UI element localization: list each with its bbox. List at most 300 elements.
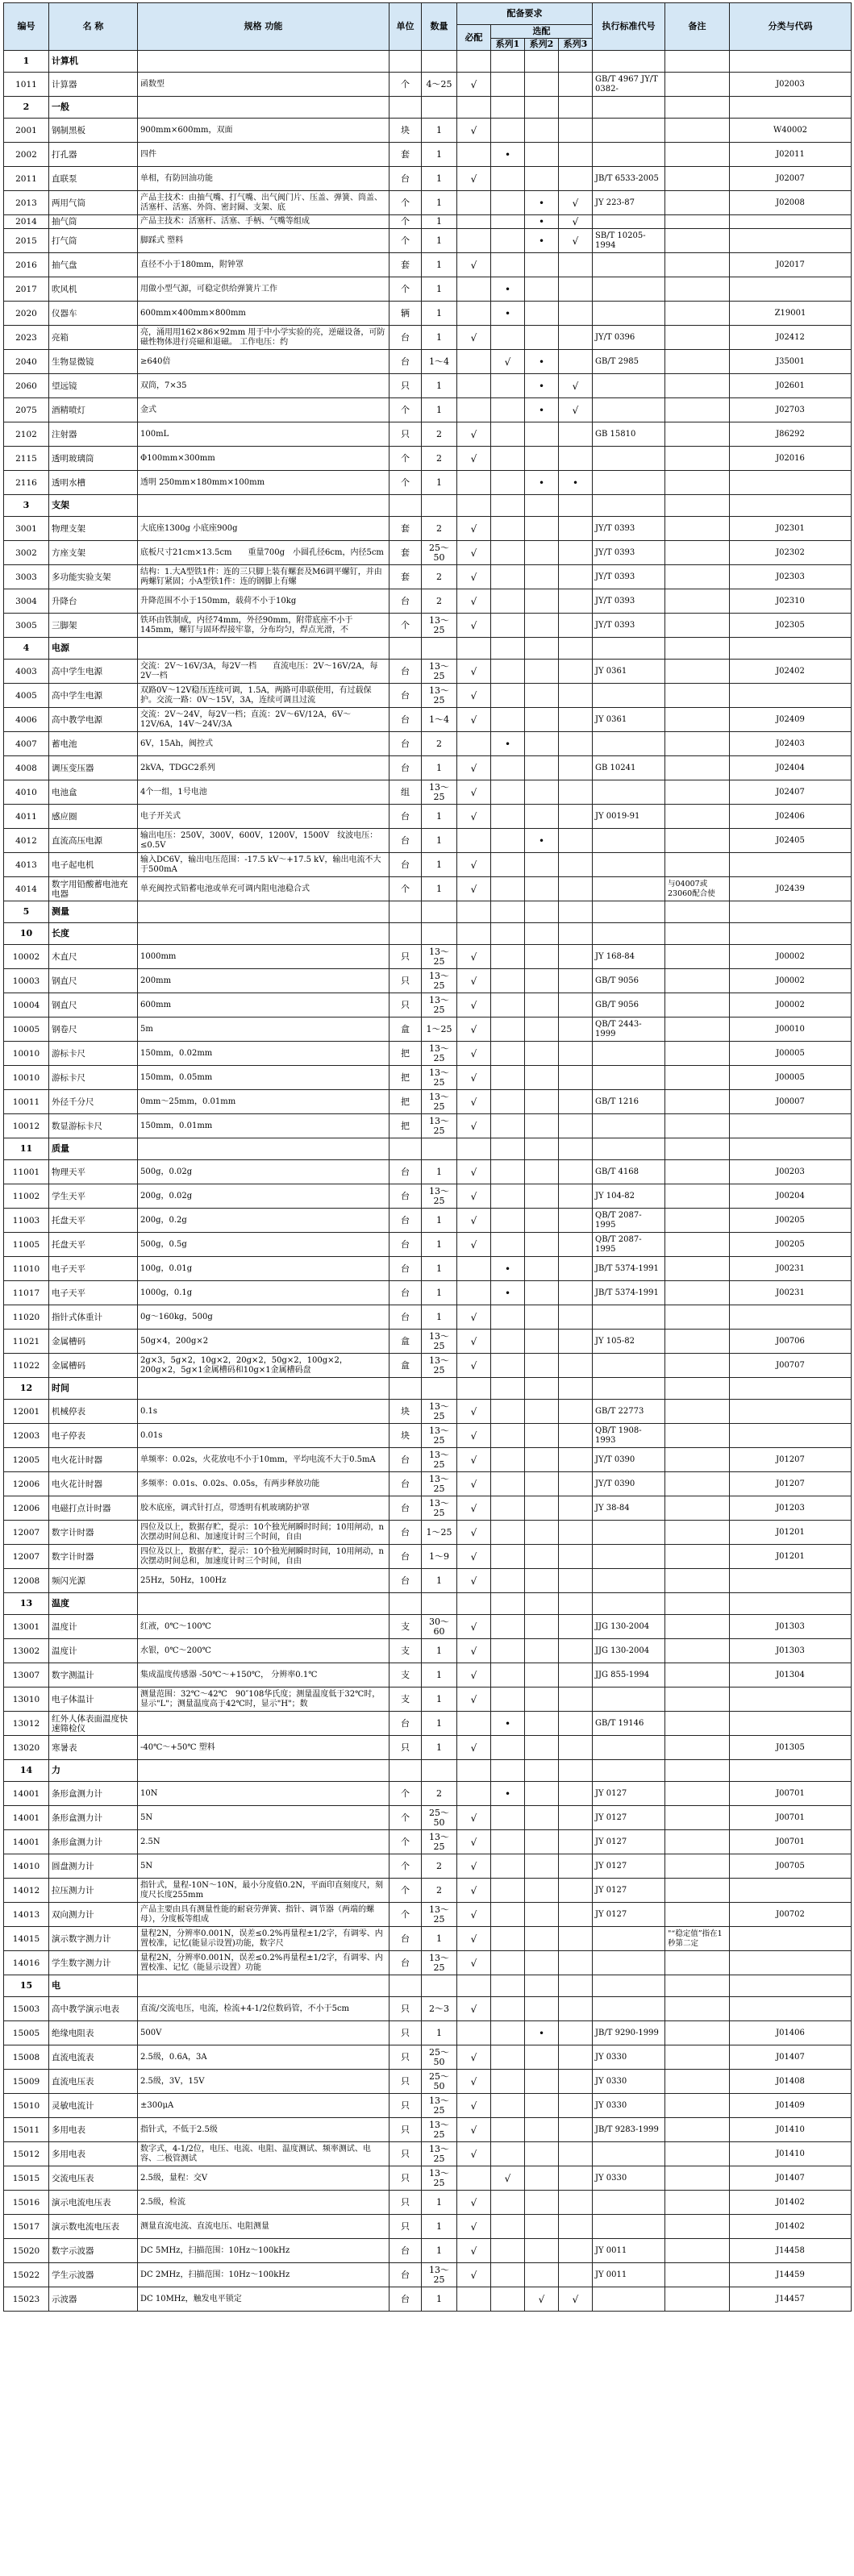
item-standard: JY 0330: [593, 2166, 665, 2191]
item-standard: GB/T 22773: [593, 1400, 665, 1424]
item-required-mark: [457, 2166, 491, 2191]
item-spec: 600mm: [138, 993, 390, 1017]
item-qty: 2: [422, 1854, 457, 1879]
item-series-2-mark: [525, 2070, 559, 2094]
section-empty-cell: [730, 51, 852, 73]
section-empty-cell: [665, 51, 730, 73]
item-series-3-mark: [559, 422, 593, 447]
item-code: 13010: [4, 1688, 49, 1712]
item-series-3-mark: [559, 447, 593, 471]
item-standard: [593, 853, 665, 877]
item-name: 圆盘测力计: [49, 1854, 138, 1879]
section-empty-cell: [665, 1760, 730, 1782]
item-standard: [593, 253, 665, 277]
item-code: 14013: [4, 1903, 49, 1927]
item-spec: 测量直流电流、直流电压、电阻测量: [138, 2215, 390, 2239]
item-standard: JJG 130-2004: [593, 1615, 665, 1639]
section-empty-cell: [559, 51, 593, 73]
item-series-3-mark: [559, 541, 593, 565]
section-empty-cell: [730, 1760, 852, 1782]
item-note: [665, 2215, 730, 2239]
section-empty-cell: [559, 495, 593, 517]
item-required-mark: [457, 277, 491, 302]
item-unit: 套: [390, 541, 422, 565]
item-spec: 直径不小于180mm，附钟罩: [138, 253, 390, 277]
section-empty-cell: [730, 923, 852, 945]
item-required-mark: [457, 1281, 491, 1305]
item-unit: 组: [390, 780, 422, 805]
item-name: 学生示波器: [49, 2263, 138, 2287]
item-note: [665, 1997, 730, 2021]
section-empty-cell: [491, 1378, 525, 1400]
section-empty-cell: [593, 638, 665, 660]
item-name: 高中学生电源: [49, 684, 138, 708]
table-row: [4, 1903, 852, 1927]
item-name: 学生数字测力计: [49, 1951, 138, 1975]
item-unit: 只: [390, 374, 422, 398]
item-series-1-mark: •: [491, 302, 525, 326]
section-row: [4, 1593, 852, 1615]
item-class-code: J01201: [730, 1521, 852, 1545]
item-series-3-mark: [559, 2215, 593, 2239]
item-standard: [593, 1521, 665, 1545]
table-row: [4, 684, 852, 708]
section-empty-cell: [491, 97, 525, 119]
item-code: 4003: [4, 660, 49, 684]
item-required-mark: √: [457, 167, 491, 191]
item-spec: 10N: [138, 1782, 390, 1806]
item-note: [665, 253, 730, 277]
item-spec: 函数型: [138, 73, 390, 97]
item-name: 外径千分尺: [49, 1090, 138, 1114]
item-class-code: J14459: [730, 2263, 852, 2287]
item-series-2-mark: [525, 993, 559, 1017]
section-empty-cell: [138, 495, 390, 517]
table-row: [4, 1160, 852, 1184]
item-unit: 支: [390, 1663, 422, 1688]
item-qty: 13～25: [422, 684, 457, 708]
item-code: 10010: [4, 1066, 49, 1090]
table-row: [4, 1281, 852, 1305]
item-series-1-mark: [491, 1066, 525, 1090]
item-standard: JY 0361: [593, 660, 665, 684]
item-series-2-mark: [525, 2166, 559, 2191]
item-unit: 套: [390, 565, 422, 589]
item-series-3-mark: [559, 1854, 593, 1879]
item-series-2-mark: [525, 1160, 559, 1184]
item-note: [665, 1854, 730, 1879]
item-standard: [593, 1569, 665, 1593]
item-note: [665, 853, 730, 877]
item-required-mark: √: [457, 780, 491, 805]
section-empty-cell: [138, 1975, 390, 1997]
item-standard: QB/T 2087-1995: [593, 1233, 665, 1257]
item-unit: 套: [390, 143, 422, 167]
item-note: [665, 541, 730, 565]
item-name: 电子起电机: [49, 853, 138, 877]
item-class-code: J14457: [730, 2287, 852, 2312]
item-series-2-mark: [525, 1545, 559, 1569]
item-series-2-mark: [525, 1354, 559, 1378]
item-spec: 测量范围：32℃～42℃ 90″108华氏度；测量温度低于32℃时，显示"L"；测量温度高于42℃时，显示"H"；数: [138, 1688, 390, 1712]
item-code: 4013: [4, 853, 49, 877]
item-note: [665, 993, 730, 1017]
table-row: [4, 2070, 852, 2094]
item-name: 电池盒: [49, 780, 138, 805]
item-series-3-mark: [559, 1639, 593, 1663]
item-spec: 25Hz，50Hz，100Hz: [138, 1569, 390, 1593]
section-number: 3: [4, 495, 49, 517]
item-code: 15008: [4, 2045, 49, 2070]
item-name: 高中教学演示电表: [49, 1997, 138, 2021]
item-qty: 1: [422, 853, 457, 877]
item-spec: ±300μA: [138, 2094, 390, 2118]
item-series-2-mark: √: [525, 2287, 559, 2312]
header-series-3: 系列3: [559, 39, 593, 51]
item-required-mark: √: [457, 1927, 491, 1951]
item-series-2-mark: [525, 326, 559, 350]
item-series-1-mark: [491, 853, 525, 877]
item-qty: 1: [422, 2239, 457, 2263]
item-qty: 13～25: [422, 1472, 457, 1496]
section-title: 支架: [49, 495, 138, 517]
item-note: [665, 1042, 730, 1066]
table-row: [4, 1257, 852, 1281]
section-empty-cell: [422, 1975, 457, 1997]
item-series-3-mark: [559, 1257, 593, 1281]
item-code: 2002: [4, 143, 49, 167]
item-spec: 产品主要由具有测量性能的耐衰劳弹簧、指针、调节器（两端的螺母），分度板等组成: [138, 1903, 390, 1927]
item-spec: 升降范围不小于150mm，载荷不小于10kg: [138, 589, 390, 614]
item-class-code: [730, 471, 852, 495]
item-standard: [593, 1354, 665, 1378]
item-qty: 1: [422, 191, 457, 215]
item-required-mark: [457, 350, 491, 374]
item-unit: 台: [390, 1233, 422, 1257]
item-spec: 100g，0.01g: [138, 1257, 390, 1281]
item-series-1-mark: [491, 1209, 525, 1233]
section-empty-cell: [559, 901, 593, 923]
item-unit: 个: [390, 447, 422, 471]
item-series-2-mark: [525, 1521, 559, 1545]
item-code: 14001: [4, 1830, 49, 1854]
item-qty: 2: [422, 1782, 457, 1806]
item-qty: 13～25: [422, 1114, 457, 1138]
item-name: 调压变压器: [49, 756, 138, 780]
item-note: [665, 1090, 730, 1114]
item-qty: 1: [422, 143, 457, 167]
item-standard: JY 0330: [593, 2094, 665, 2118]
item-class-code: [730, 1997, 852, 2021]
table-row: [4, 1639, 852, 1663]
item-name: 木直尺: [49, 945, 138, 969]
item-class-code: J02305: [730, 614, 852, 638]
item-unit: 台: [390, 1281, 422, 1305]
item-class-code: J01304: [730, 1663, 852, 1688]
item-series-3-mark: [559, 517, 593, 541]
item-series-1-mark: [491, 2021, 525, 2045]
item-note: [665, 969, 730, 993]
item-name: 钢直尺: [49, 993, 138, 1017]
item-series-3-mark: [559, 1830, 593, 1854]
item-name: 亮箱: [49, 326, 138, 350]
item-class-code: J00231: [730, 1257, 852, 1281]
item-code: 11001: [4, 1160, 49, 1184]
item-code: 14015: [4, 1927, 49, 1951]
item-note: [665, 684, 730, 708]
equipment-table: [3, 2, 852, 2312]
item-series-3-mark: [559, 2118, 593, 2142]
item-name: 物理支架: [49, 517, 138, 541]
item-spec: 0mm～25mm，0.01mm: [138, 1090, 390, 1114]
item-required-mark: [457, 1712, 491, 1736]
item-required-mark: √: [457, 1209, 491, 1233]
section-empty-cell: [390, 1760, 422, 1782]
section-empty-cell: [730, 901, 852, 923]
item-code: 12008: [4, 1569, 49, 1593]
item-series-3-mark: [559, 1688, 593, 1712]
section-row: [4, 901, 852, 923]
item-series-3-mark: [559, 1521, 593, 1545]
item-class-code: [730, 1424, 852, 1448]
section-row: [4, 923, 852, 945]
item-unit: 只: [390, 2215, 422, 2239]
item-code: 15017: [4, 2215, 49, 2239]
item-series-2-mark: [525, 1209, 559, 1233]
item-spec: ≥640倍: [138, 350, 390, 374]
item-unit: 只: [390, 945, 422, 969]
item-series-2-mark: •: [525, 350, 559, 374]
item-class-code: J00205: [730, 1209, 852, 1233]
item-note: [665, 1160, 730, 1184]
section-empty-cell: [138, 1760, 390, 1782]
table-row: [4, 1736, 852, 1760]
item-series-1-mark: [491, 1806, 525, 1830]
item-qty: 13～25: [422, 969, 457, 993]
section-empty-cell: [491, 1593, 525, 1615]
item-series-2-mark: [525, 1424, 559, 1448]
item-note: [665, 2118, 730, 2142]
item-series-3-mark: [559, 1615, 593, 1639]
table-row: [4, 2263, 852, 2287]
item-unit: 台: [390, 1472, 422, 1496]
item-series-1-mark: [491, 1042, 525, 1066]
item-required-mark: √: [457, 1184, 491, 1209]
section-empty-cell: [730, 638, 852, 660]
item-required-mark: √: [457, 447, 491, 471]
section-empty-cell: [422, 1593, 457, 1615]
item-series-1-mark: [491, 969, 525, 993]
item-name: 拉压测力计: [49, 1879, 138, 1903]
item-code: 11002: [4, 1184, 49, 1209]
item-name: 物理天平: [49, 1160, 138, 1184]
item-unit: 个: [390, 73, 422, 97]
section-empty-cell: [422, 1760, 457, 1782]
item-standard: SB/T 10205-1994: [593, 229, 665, 253]
item-series-3-mark: [559, 326, 593, 350]
item-class-code: J86292: [730, 422, 852, 447]
item-class-code: J02703: [730, 398, 852, 422]
item-required-mark: √: [457, 2142, 491, 2166]
item-spec: 200mm: [138, 969, 390, 993]
item-series-2-mark: [525, 708, 559, 732]
item-class-code: J00005: [730, 1042, 852, 1066]
item-series-1-mark: [491, 2191, 525, 2215]
item-code: 11010: [4, 1257, 49, 1281]
item-spec: 2.5级，0.6A，3A: [138, 2045, 390, 2070]
item-unit: 台: [390, 805, 422, 829]
item-code: 14010: [4, 1854, 49, 1879]
item-series-3-mark: [559, 1042, 593, 1066]
item-required-mark: [457, 1782, 491, 1806]
section-empty-cell: [525, 1138, 559, 1160]
item-spec: 直流/交流电压，电流，检流+4-1/2位数码管，不小于5cm: [138, 1997, 390, 2021]
table-body: [4, 51, 852, 2312]
item-qty: 2: [422, 589, 457, 614]
item-series-1-mark: [491, 1160, 525, 1184]
item-standard: [593, 732, 665, 756]
item-code: 2011: [4, 167, 49, 191]
section-empty-cell: [457, 1760, 491, 1782]
item-series-2-mark: [525, 541, 559, 565]
table-row: [4, 1521, 852, 1545]
item-qty: 13～25: [422, 1448, 457, 1472]
item-code: 2116: [4, 471, 49, 495]
item-spec: 200g，0.02g: [138, 1184, 390, 1209]
item-code: 12006: [4, 1496, 49, 1521]
section-title: 力: [49, 1760, 138, 1782]
item-series-1-mark: [491, 119, 525, 143]
item-standard: [593, 780, 665, 805]
item-required-mark: √: [457, 2070, 491, 2094]
table-row: [4, 1354, 852, 1378]
item-unit: 块: [390, 1424, 422, 1448]
item-standard: [593, 374, 665, 398]
item-qty: 13～25: [422, 1184, 457, 1209]
item-series-2-mark: [525, 1830, 559, 1854]
table-header: [4, 3, 852, 51]
section-number: 2: [4, 97, 49, 119]
item-class-code: J14458: [730, 2239, 852, 2263]
item-qty: 25～50: [422, 2045, 457, 2070]
item-unit: 个: [390, 877, 422, 901]
item-series-1-mark: [491, 1472, 525, 1496]
item-spec: 单充阀控式铅蓄电池或单充可调内阻电池稳合式: [138, 877, 390, 901]
item-class-code: [730, 277, 852, 302]
item-standard: JY 0127: [593, 1903, 665, 1927]
item-required-mark: √: [457, 2094, 491, 2118]
header-config: 配备要求: [457, 3, 593, 25]
item-class-code: J01410: [730, 2142, 852, 2166]
item-required-mark: [457, 398, 491, 422]
item-series-3-mark: •: [559, 471, 593, 495]
item-spec: [138, 1712, 390, 1736]
item-name: 电子体温计: [49, 1688, 138, 1712]
header-code: 编号: [4, 3, 49, 51]
item-note: [665, 302, 730, 326]
table-row: [4, 732, 852, 756]
item-series-1-mark: [491, 780, 525, 805]
item-spec: 双路0V～12V稳压连续可调，1.5A，两路可串联使用，有过载保护。交流一路：0V～15V，3A，连续可调且过流: [138, 684, 390, 708]
section-empty-cell: [457, 923, 491, 945]
item-required-mark: [457, 2287, 491, 2312]
item-name: 托盘天平: [49, 1233, 138, 1257]
item-series-2-mark: [525, 517, 559, 541]
item-required-mark: √: [457, 1305, 491, 1330]
item-series-3-mark: [559, 945, 593, 969]
item-unit: 盒: [390, 1017, 422, 1042]
item-name: 数字测温计: [49, 1663, 138, 1688]
item-standard: JY 0127: [593, 1830, 665, 1854]
item-class-code: [730, 229, 852, 253]
item-series-3-mark: [559, 853, 593, 877]
item-required-mark: [457, 732, 491, 756]
item-spec: 2g×3，5g×2，10g×2，20g×2，50g×2，100g×2，200g×2，5g×1金属槽码和10g×1金属槽码盘: [138, 1354, 390, 1378]
item-series-3-mark: [559, 1997, 593, 2021]
item-unit: 块: [390, 119, 422, 143]
section-empty-cell: [422, 923, 457, 945]
section-empty-cell: [665, 1378, 730, 1400]
section-title: 一般: [49, 97, 138, 119]
item-name: 透明水槽: [49, 471, 138, 495]
item-name: 灵敏电流计: [49, 2094, 138, 2118]
item-code: 3004: [4, 589, 49, 614]
item-qty: 1: [422, 326, 457, 350]
item-series-3-mark: [559, 684, 593, 708]
item-code: 3001: [4, 517, 49, 541]
item-note: [665, 1569, 730, 1593]
item-code: 15010: [4, 2094, 49, 2118]
item-qty: 1: [422, 119, 457, 143]
item-name: 生物显微镜: [49, 350, 138, 374]
item-required-mark: √: [457, 119, 491, 143]
item-required-mark: √: [457, 660, 491, 684]
item-spec: 150mm，0.01mm: [138, 1114, 390, 1138]
item-class-code: J02601: [730, 374, 852, 398]
item-series-2-mark: [525, 253, 559, 277]
item-note: [665, 1184, 730, 1209]
item-standard: JY/T 0390: [593, 1448, 665, 1472]
item-unit: 台: [390, 1160, 422, 1184]
item-qty: 1: [422, 167, 457, 191]
table-row: [4, 1830, 852, 1854]
item-note: [665, 1114, 730, 1138]
section-empty-cell: [422, 51, 457, 73]
item-note: [665, 1615, 730, 1639]
item-standard: JY 0011: [593, 2239, 665, 2263]
item-name: 频闪光源: [49, 1569, 138, 1593]
item-series-1-mark: [491, 565, 525, 589]
item-code: 10004: [4, 993, 49, 1017]
section-number: 12: [4, 1378, 49, 1400]
header-series-2: 系列2: [525, 39, 559, 51]
item-spec: 多频率：0.01s、0.02s、0.05s，有两步释放功能: [138, 1472, 390, 1496]
item-series-1-mark: [491, 1615, 525, 1639]
item-required-mark: √: [457, 1448, 491, 1472]
table-row: [4, 1951, 852, 1975]
item-code: 15016: [4, 2191, 49, 2215]
item-code: 12007: [4, 1545, 49, 1569]
section-empty-cell: [593, 923, 665, 945]
item-code: 15005: [4, 2021, 49, 2045]
item-note: [665, 517, 730, 541]
item-series-2-mark: [525, 2263, 559, 2287]
item-required-mark: √: [457, 1521, 491, 1545]
item-spec: 5N: [138, 1806, 390, 1830]
item-series-2-mark: [525, 1903, 559, 1927]
item-unit: 块: [390, 1400, 422, 1424]
item-unit: 台: [390, 708, 422, 732]
